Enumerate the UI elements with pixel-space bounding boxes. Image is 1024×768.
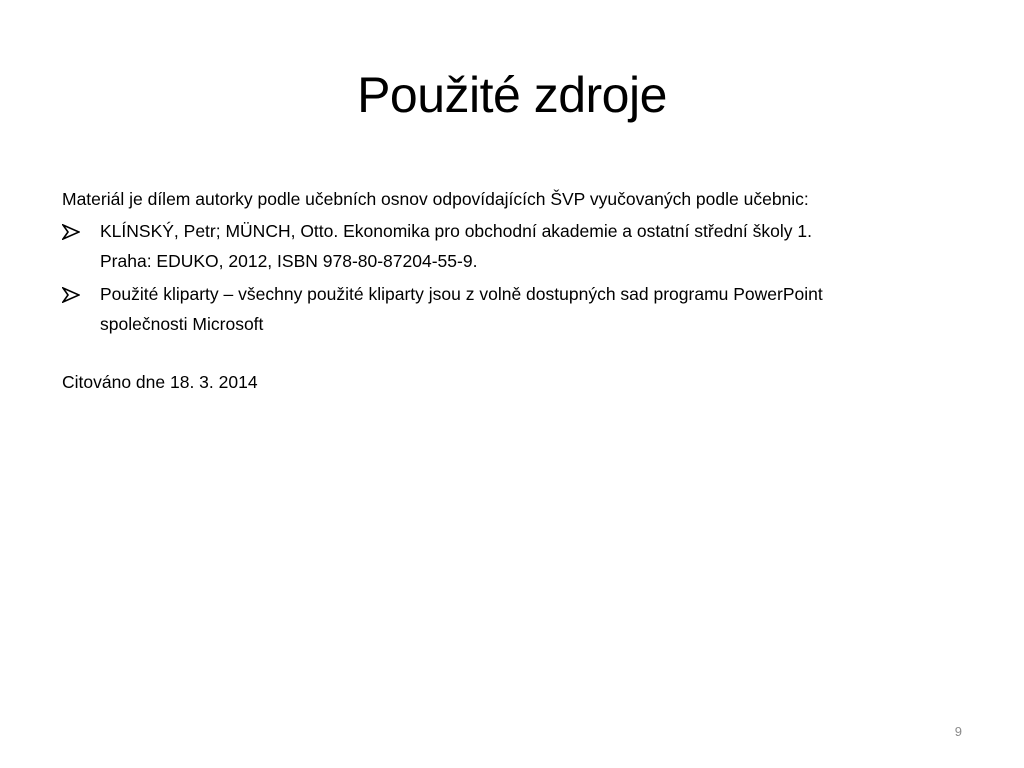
sources-list: [62, 216, 982, 339]
arrow-bullet-icon: [62, 287, 80, 303]
cited-date: Citováno dne 18. 3. 2014: [62, 372, 258, 392]
page-number: 9: [954, 724, 962, 739]
list-item: [62, 279, 982, 339]
intro-text: Materiál je dílem autorky podle učebních osnov odpovídajících ŠVP vyučovaných podle učebnic:: [62, 189, 809, 209]
slide-content: [62, 184, 982, 397]
list-item: [62, 216, 982, 276]
list-item-line: Použité kliparty – všechny použité kliparty jsou z volně dostupných sad programu PowerPoint: [100, 284, 823, 304]
list-item-line: Praha: EDUKO, 2012, ISBN 978-80-87204-55-9.: [100, 251, 478, 271]
list-item-line: KLÍNSKÝ, Petr; MÜNCH, Otto. Ekonomika pro obchodní akademie a ostatní střední školy 1.: [100, 221, 812, 241]
slide-title: Použité zdroje: [357, 67, 667, 123]
arrow-bullet-icon: [62, 224, 80, 240]
list-item-line: společnosti Microsoft: [100, 314, 264, 334]
